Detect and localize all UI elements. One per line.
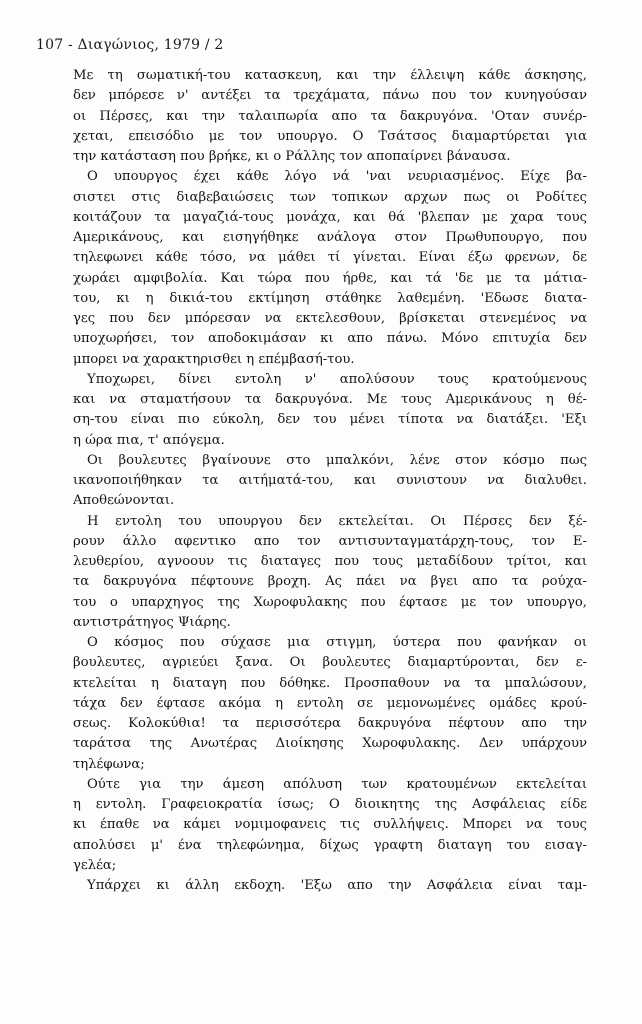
text-line: τηλεφωνει κάθε τόσο, να μάθει τί γίνεται. Είναι έξω φρενων, δε [73, 250, 587, 266]
text-line: Οι βουλευτες βγαίνουνε στο μπαλκόνι, λένε στον κόσμο πως [87, 452, 587, 468]
text-line: του ο υπαρχηγος της Χωροφυλακης που έφτασε με τον υπουργο, [73, 594, 587, 610]
text-line: και να σταματήσουν τα δακρυγόνα. Με τους Αμερικάνους η θέ- [73, 392, 587, 407]
text-line: την κατάσταση που βρήκε, κι ο Ράλλης τον αποπαίρνει βάναυσα. [73, 149, 511, 164]
text-line: σιστει στις διαβεβαιώσεις των τοπικων αρχων πως οι Ροδίτες [73, 189, 587, 205]
running-head: 107 - Διαγώνιος, 1979 / 2 [36, 37, 224, 53]
text-line: του, κι η δικιά-του εκτίμηση στάθηκε λαθεμένη. 'Εδωσε διατα- [73, 290, 587, 306]
text-line: σεως. Κολοκύθια! τα περισσότερα δακρυγόνα πέφτουν απο την [73, 716, 587, 731]
text-line: ικανοποιήθηκαν τα αιτήματά-του, και συνιστουν να διαλυθει. [73, 473, 587, 488]
text-line: αντιστράτηγος Ψιάρης. [73, 614, 231, 630]
text-line: γελέα; [73, 857, 117, 873]
text-line: λευθερίου, αγνοουν τις διαταγες που τους μεταδίδουν τρίτοι, και [73, 554, 587, 569]
text-line: Ούτε για την άμεση απόλυση των κρατουμένων εκτελείται [87, 776, 587, 792]
text-line: απολύσει μ' ένα τηλεφώνημα, δίχως γραφτη διαταγη του εισαγ- [73, 837, 587, 853]
text-line: γες που δεν μπόρεσαν να εκτελεσθουν, βρίσκεται στενεμένος να [73, 311, 587, 326]
text-line: Η εντολη του υπουργου δεν εκτελείται. Οι Πέρσες δεν ξέ- [87, 513, 587, 529]
text-line: τηλέφωνα; [73, 756, 145, 772]
text-line: η ώρα πια, τ' απόγεμα. [73, 432, 225, 448]
text-line: κτελείται η διαταγη που δόθηκε. Προσπαθουν να τα μπαλώσουν, [73, 675, 587, 691]
body-text [73, 66, 587, 896]
text-line: Ο κόσμος που σύχασε μια στιγμη, ύστερα που φανήκαν οι [87, 635, 587, 650]
text-line: χωράει αμφιβολία. Και τώρα που ήρθε, και τά 'δε με τα μάτια- [73, 270, 587, 286]
text-line: δεν μπόρεσε ν' αντέξει τα τρεχάματα, πάνω που τον κυνηγούσαν [73, 88, 587, 104]
text-line: η εντολη. Γραφειοκρατία ίσως; Ο διοικητης της Ασφάλειας είδε [73, 797, 587, 812]
text-line: τάχα δεν έφτασε ακόμα η εντολη σε μεμονωμένες ομάδες κρού- [73, 695, 587, 711]
text-line: ταράτσα της Ανωτέρας Διοίκησης Χωροφυλακης. Δεν υπάρχουν [73, 736, 587, 752]
text-line: ρουν άλλο αφεντικο απο τον αντισυνταγματάρχη-τους, τον Ε- [73, 533, 587, 549]
text-line: Υπάρχει κι άλλη εκδοχη. 'Εξω απο την Ασφάλεια είναι ταμ- [87, 878, 587, 893]
text-line: Υποχωρει, δίνει εντολη ν' απολύσουν τους κρατούμενους [87, 371, 587, 387]
text-line: χεται, επεισόδιο με τον υπουργο. Ο Τσάτσος διαμαρτύρεται για [73, 128, 587, 144]
text-line: ση-του είναι πιο εύκολη, δεν του μένει τίποτα να διατάξει. 'Εξι [73, 412, 587, 428]
text-line: κι έπαθε να κάμει νομιμοφανεις τις συλλήψεις. Μπορει να τους [73, 817, 587, 833]
text-line: βουλευτες, αγριεύει ξανα. Οι βουλευτες διαμαρτύρονται, δεν ε- [73, 655, 587, 671]
text-line: Ο υπουργος έχει κάθε λόγο νά 'ναι νευριασμένος. Είχε βα- [87, 169, 587, 185]
text-line: Αποθεώνονται. [73, 493, 175, 509]
text-line: τα δακρυγόνα πέφτουνε βροχη. Ας πάει να βγει απο τα ρούχα- [73, 574, 587, 590]
text-line: υποχωρήσει, τον αποδοκιμάσαν κι απο πάνω. Μόνο επιτυχία δεν [73, 331, 587, 347]
text-line: κοιτάζουν τα μαγαζιά-τους μονάχα, και θά 'βλεπαν με χαρα τους [73, 209, 587, 225]
text-line: Αμερικάνους, και εισηγήθηκε ανάλογα στον Πρωθυπουργο, που [73, 230, 587, 245]
text-line: οι Πέρσες, και την ταλαιπωρία απο τα δακρυγόνα. 'Οταν συνέρ- [73, 108, 587, 124]
text-line: μπορει να χαρακτηρισθει η επέμβασή-του. [73, 351, 355, 367]
text-line: Με τη σωματική-του κατασκευη, και την έλλειψη κάθε άσκησης, [73, 68, 587, 83]
